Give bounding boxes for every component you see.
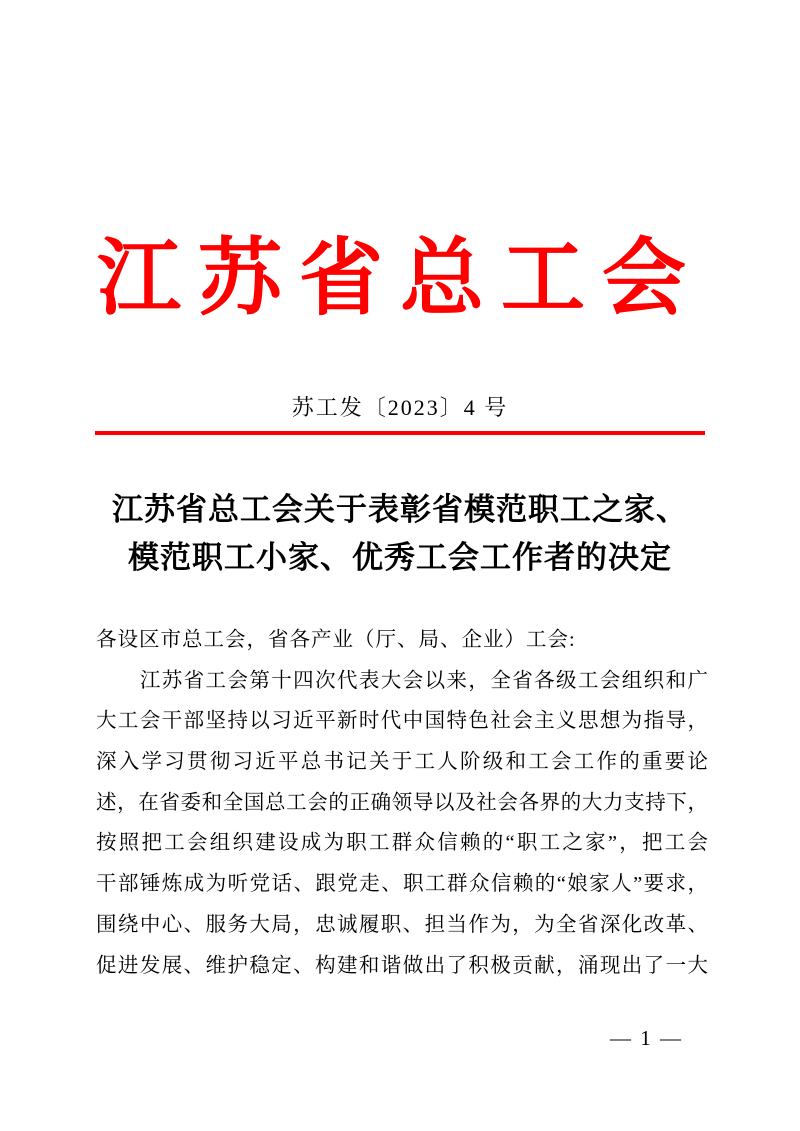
body-line-6: 按照把工会组织建设成为职工群众信赖的“职工之家”，把工会 bbox=[96, 832, 708, 855]
body-line-1: 各设区市总工会，省各产业（厅、局、企业）工会: bbox=[96, 629, 576, 651]
body-line-3: 大工会干部坚持以习近平新时代中国特色社会主义思想为指导， bbox=[96, 710, 708, 733]
page-number: — 1 — bbox=[610, 1026, 683, 1050]
body-line-2: 江苏省工会第十四次代表大会以来，全省各级工会组织和广 bbox=[96, 669, 708, 692]
body-line-7: 干部锤炼成为听党话、跟党走、职工群众信赖的“娘家人”要求， bbox=[96, 873, 708, 896]
red-divider-line bbox=[95, 431, 705, 435]
document-title-line1: 江苏省总工会关于表彰省模范职工之家、 bbox=[112, 492, 688, 527]
document-title-line2: 模范职工小家、优秀工会工作者的决定 bbox=[128, 540, 672, 575]
body-line-9: 促进发展、维护稳定、构建和谐做出了积极贡献，涌现出了一大 bbox=[96, 954, 708, 977]
body-line-5: 述，在省委和全国总工会的正确领导以及社会各界的大力支持下， bbox=[96, 791, 708, 814]
body-line-8: 围绕中心、服务大局，忠诚履职、担当作为，为全省深化改革、 bbox=[96, 913, 708, 936]
document-title bbox=[50, 486, 750, 582]
doc-number: 苏工发〔2023〕4 号 bbox=[291, 395, 509, 420]
masthead-title: 江苏省总工会 bbox=[96, 233, 703, 326]
document-body bbox=[96, 620, 708, 986]
body-line-4: 深入学习贯彻习近平总书记关于工人阶级和工会工作的重要论 bbox=[96, 751, 708, 774]
